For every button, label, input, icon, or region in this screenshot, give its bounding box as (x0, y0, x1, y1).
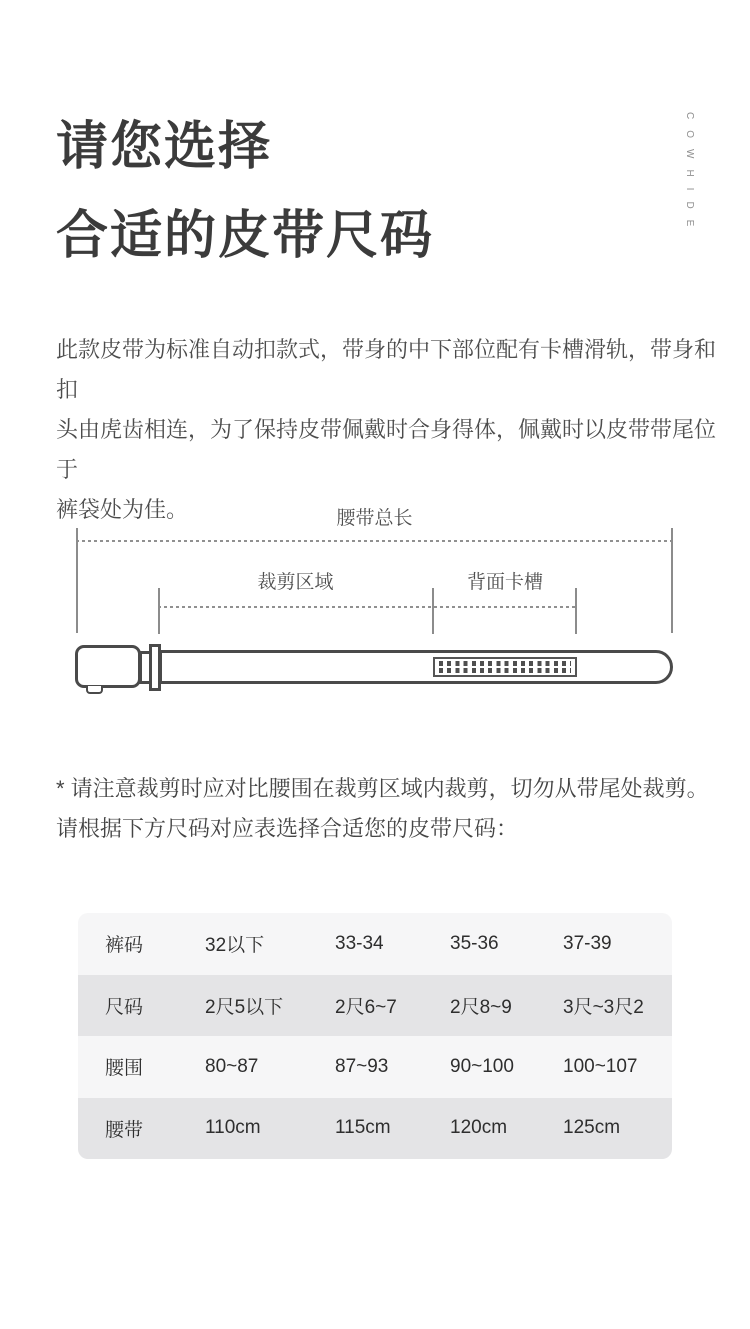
back-slot-tick-right (575, 588, 577, 634)
table-row-belt-length (78, 1098, 672, 1160)
table-cell: 90~100 (450, 1055, 514, 1077)
table-cell: 80~87 (205, 1055, 259, 1077)
table-cell: 110cm (205, 1117, 261, 1139)
cut-area-label: 裁剪区域 (257, 572, 334, 593)
page-title (56, 103, 434, 281)
table-cell: 115cm (335, 1117, 391, 1139)
dimension-tick-right (671, 528, 673, 633)
size-table (78, 913, 672, 1159)
belt-clip (149, 644, 161, 691)
belt-strap-illustration (159, 650, 673, 684)
total-length-dimension-line (76, 540, 673, 542)
table-cell: 33-34 (335, 932, 384, 954)
table-cell: 100~107 (563, 1055, 638, 1077)
belt-buckle-illustration (75, 645, 141, 688)
size-table-instruction: 请根据下方尺码对应表选择合适您的皮带尺码： (56, 816, 519, 841)
table-row-pants-size (78, 913, 672, 975)
row-label: 腰带 (105, 1119, 144, 1141)
cut-warning-note: * 请注意裁剪时应对比腰围在裁剪区域内裁剪，切勿从带尾处裁剪。 (56, 776, 709, 801)
intro-line-2: 头由虎齿相连，为了保持皮带佩戴时合身得体，佩戴时以皮带带尾位于 (56, 417, 717, 482)
back-slot-label: 背面卡槽 (466, 572, 543, 593)
row-label: 尺码 (105, 996, 144, 1018)
belt-ratchet-track (433, 657, 577, 677)
total-length-label: 腰带总长 (336, 508, 413, 529)
row-label: 裤码 (105, 935, 144, 957)
intro-paragraph (56, 330, 720, 530)
intro-line-3: 裤袋处为佳。 (56, 497, 189, 522)
cowhide-vertical-label: COWHIDE (684, 112, 695, 238)
ratchet-slot-row (439, 668, 571, 673)
table-cell: 125cm (563, 1117, 621, 1139)
table-row-waist (78, 1036, 672, 1098)
belt-buckle-tab (86, 686, 103, 694)
row-label: 腰围 (105, 1058, 144, 1080)
page-title-line-1: 请您选择 (56, 118, 273, 176)
intro-line-1: 此款皮带为标准自动扣款式，带身的中下部位配有卡槽滑轨，带身和扣 (56, 337, 717, 402)
table-cell: 32以下 (205, 935, 265, 957)
table-cell: 37-39 (563, 932, 612, 954)
page-title-line-2: 合适的皮带尺码 (56, 207, 435, 265)
table-cell: 87~93 (335, 1055, 389, 1077)
cut-area-dimension-line (158, 606, 577, 608)
cut-area-tick-left (158, 588, 160, 634)
table-row-chi-size (78, 975, 672, 1037)
table-cell: 2尺6~7 (335, 996, 397, 1018)
table-cell: 120cm (450, 1117, 508, 1139)
table-cell: 2尺8~9 (450, 996, 512, 1018)
dimension-tick-left (76, 528, 78, 633)
table-cell: 35-36 (450, 932, 499, 954)
cut-area-tick-middle (432, 588, 434, 634)
ratchet-slot-row (439, 661, 571, 666)
table-cell: 3尺~3尺2 (563, 996, 644, 1018)
table-cell: 2尺5以下 (205, 996, 284, 1018)
